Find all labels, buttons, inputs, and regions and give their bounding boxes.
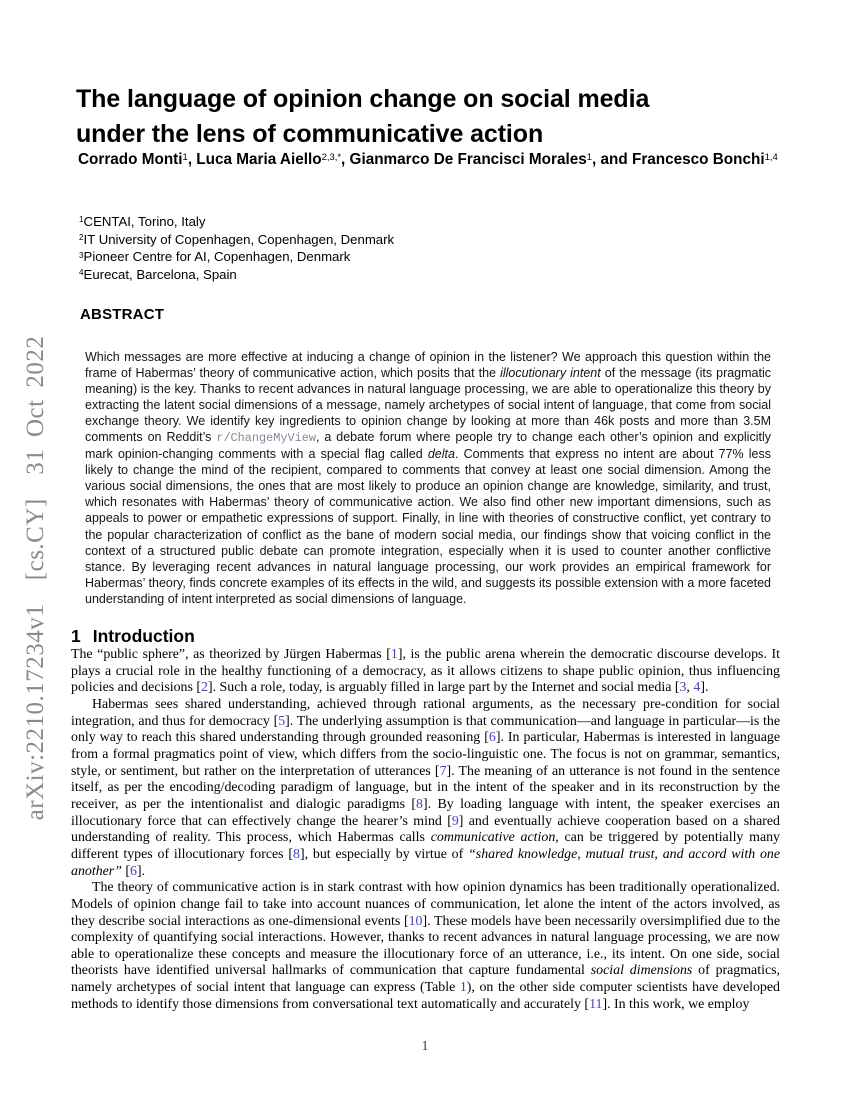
citation-link[interactable]: 6 [488, 730, 496, 746]
affiliations [79, 213, 394, 284]
affiliation-line: $^1$CENTAI, Torino, Italy [79, 214, 206, 229]
text-run: ]. [137, 863, 146, 879]
text-run: The “public sphere”, as theorized by Jürgen Habermas [ [71, 647, 391, 662]
text-run: ]. The meaning of an utterance is not found in the sentence itself, as per the encoding/decoding paradigm of language, but in the intent of the speaker and in its reconstruction by the receiver, as per the intentionalist and dialogic paradigms [ [71, 763, 780, 812]
citation-link[interactable]: 3 [679, 680, 687, 696]
text-run: Corrado Monti [78, 151, 183, 168]
text-run: ], is the public arena wherein the democratic discourse develops. It plays a crucial role in the healthy functioning of a democracy, as it allows citizens to shape public opinion, thus influencing policies and decisions [ [71, 647, 780, 696]
abstract-text [85, 349, 771, 607]
superscript-marker: 2,3,* [321, 151, 342, 163]
emphasis-text: delta [427, 447, 455, 462]
text-run: , can be triggered by potentially many different types of illocutionary forces [ [71, 830, 781, 862]
text-run: ]. [700, 680, 709, 696]
citation-link[interactable]: 11 [589, 996, 603, 1012]
text-run: , Luca Maria Aiello [187, 151, 322, 168]
text-run: ] and eventually achieve cooperation based on a shared understanding of reality. This process, which Habermas calls [71, 813, 781, 846]
text-run: of the message (its pragmatic meaning) is the key. Thanks to recent advances in natural language processing, we are able to operationalize this theory by extracting the latent social dimensions of a message, namely archetypes of social intent of language, that come from social exchange theory. We identify key ingredients to opinion change by looking at more than 46k posts and more than 3.5M comments on Reddit’s [85, 366, 772, 445]
text-run: , [686, 680, 694, 696]
emphasis-text: “shared knowledge, mutual trust, and accord with one another” [71, 846, 780, 879]
section-heading-introduction [71, 626, 195, 647]
text-run: ]. In this work, we employ [602, 996, 750, 1012]
arxiv-watermark: arXiv:2210.17234v1 [cs.CY] 31 Oct 2022 [22, 335, 49, 821]
superscript-marker: 1,4 [764, 151, 778, 163]
subreddit-link[interactable]: r/ChangeMyView [216, 431, 316, 446]
citation-link[interactable]: 10 [408, 913, 423, 929]
emphasis-text: communicative action [430, 830, 556, 846]
text-run: The theory of communicative action is in stark contrast with how opinion dynamics has been traditionally operationalized. Models of opinion change fail to take into account nuances of communication, let alone the intent of the actors involved, as they describe social interactions as one-dimensional events [ [71, 880, 780, 929]
affiliation-superscript: 1 [79, 215, 84, 225]
text-run: ]. These models have been necessarily oversimplified due to the complexity of quantifying social interactions. However, thanks to recent advances in natural language processing, we are now able to operationalize these concepts and measure the illocutionary force of an utterance, i.e., its intent. On one side, social theorists have identified universal hallmarks of communication that capture fundamental [71, 913, 780, 979]
paper-title [76, 82, 766, 152]
citation-link[interactable]: 9 [451, 813, 459, 829]
superscript-marker: 1 [586, 151, 593, 163]
citation-link[interactable]: 8 [293, 846, 300, 862]
text-run: , a debate forum where people try to change each other’s opinion and explicitly mark opinion-changing comments with a special flag called [85, 430, 771, 462]
intro-paragraph-2 [71, 697, 780, 880]
citation-link[interactable]: 1 [390, 647, 398, 662]
paper-title-line2: under the lens of communicative action [76, 120, 544, 148]
abstract-heading: ABSTRACT [80, 306, 165, 323]
text-run: [ [121, 863, 131, 879]
text-run: ]. Such a role, today, is arguably filled in large part by the Internet and social media [ [207, 680, 680, 696]
text-run: , and Francesco Bonchi [592, 151, 765, 168]
emphasis-text: illocutionary intent [500, 366, 601, 381]
affiliation-superscript: 4 [79, 268, 84, 278]
emphasis-text: social dimensions [590, 963, 693, 979]
affiliation-line: $^4$Eurecat, Barcelona, Spain [79, 267, 237, 283]
text-run: Habermas sees shared understanding, achieved through rational arguments, as the necessary pre-condition for social integration, and thus for democracy [ [71, 696, 780, 729]
section-number: 1 [71, 626, 81, 646]
citation-link[interactable]: 4 [693, 680, 701, 696]
text-run: Which messages are more effective at inducing a change of opinion in the listener? We approach this question within the frame of Habermas’ theory of communicative action, which posits that the [85, 350, 771, 381]
text-run: of pragmatics, namely archetypes of social intent that language can express (Table [71, 963, 780, 996]
affiliation-superscript: 2 [79, 233, 84, 243]
text-run: ], but especially by virtue of [299, 846, 469, 862]
superscript-marker: 1 [182, 151, 188, 163]
intro-paragraph-3 [71, 880, 780, 1013]
text-run: ), on the other side computer scientists have developed methods to identify those dimensions from conversational text automatically and accurately [ [71, 980, 780, 1012]
text-run: ]. The underlying assumption is that communication—and language in particular—is the only way to reach this shared understanding through grounded reasoning [ [71, 713, 780, 746]
text-run: , Gianmarco De Francisci Morales [341, 151, 587, 168]
introduction-body [71, 647, 780, 1013]
citation-link[interactable]: 5 [278, 713, 286, 729]
author-line [78, 149, 782, 172]
affiliation-superscript: 3 [79, 250, 84, 260]
section-title: Introduction [92, 626, 195, 646]
affiliation-line: $^3$Pioneer Centre for AI, Copenhagen, Denmark [79, 249, 351, 265]
affiliation-line: $^2$IT University of Copenhagen, Copenhagen, Denmark [79, 231, 395, 247]
citation-link[interactable]: 1 [459, 980, 467, 996]
citation-link[interactable]: 2 [201, 680, 208, 696]
text-run: . Comments that express no intent are about 77% less likely to change the mind of the recipient, compared to comments that convey at least one social dimension. Among the various social dimensions, the ones that are most likely to produce an opinion change are knowledge, similarity, and trust, which resonates with Habermas’ theory of communicative action. We also find other new important dimensions, such as appeals to power or empathetic expressions of support. Finally, in line with theories of constructive conflict, yet contrary to the popular characterization of conflict as the bane of modern social media, our findings show that voicing conflict in the context of a structured public debate can promote integration, especially when it is used to counter another conflictive stance. By leveraging recent advances in natural language processing, our work provides an empirical framework for Habermas’ theory, finds concrete examples of its effects in the wild, and suggests its possible extension with a more faceted understanding of intent interpreted as social dimensions of language. [85, 447, 771, 606]
text-run: ]. By loading language with intent, the speaker exercises an illocutionary force that can effectively change the hearer’s mind [ [71, 796, 780, 829]
citation-link[interactable]: 7 [439, 763, 447, 779]
text-run: ]. In particular, Habermas is interested in language from a formal pragmatics point of view, which differs from the socio-linguistic one. The focus is not on grammar, semantics, style, or sentiment, but rather on the interpretation of utterances [ [71, 730, 780, 779]
citation-link[interactable]: 6 [130, 863, 137, 879]
citation-link[interactable]: 8 [416, 796, 423, 812]
intro-paragraph-1 [71, 647, 780, 697]
paper-title-line1: The language of opinion change on social media [76, 85, 650, 113]
page-number: 1 [421, 1038, 429, 1053]
